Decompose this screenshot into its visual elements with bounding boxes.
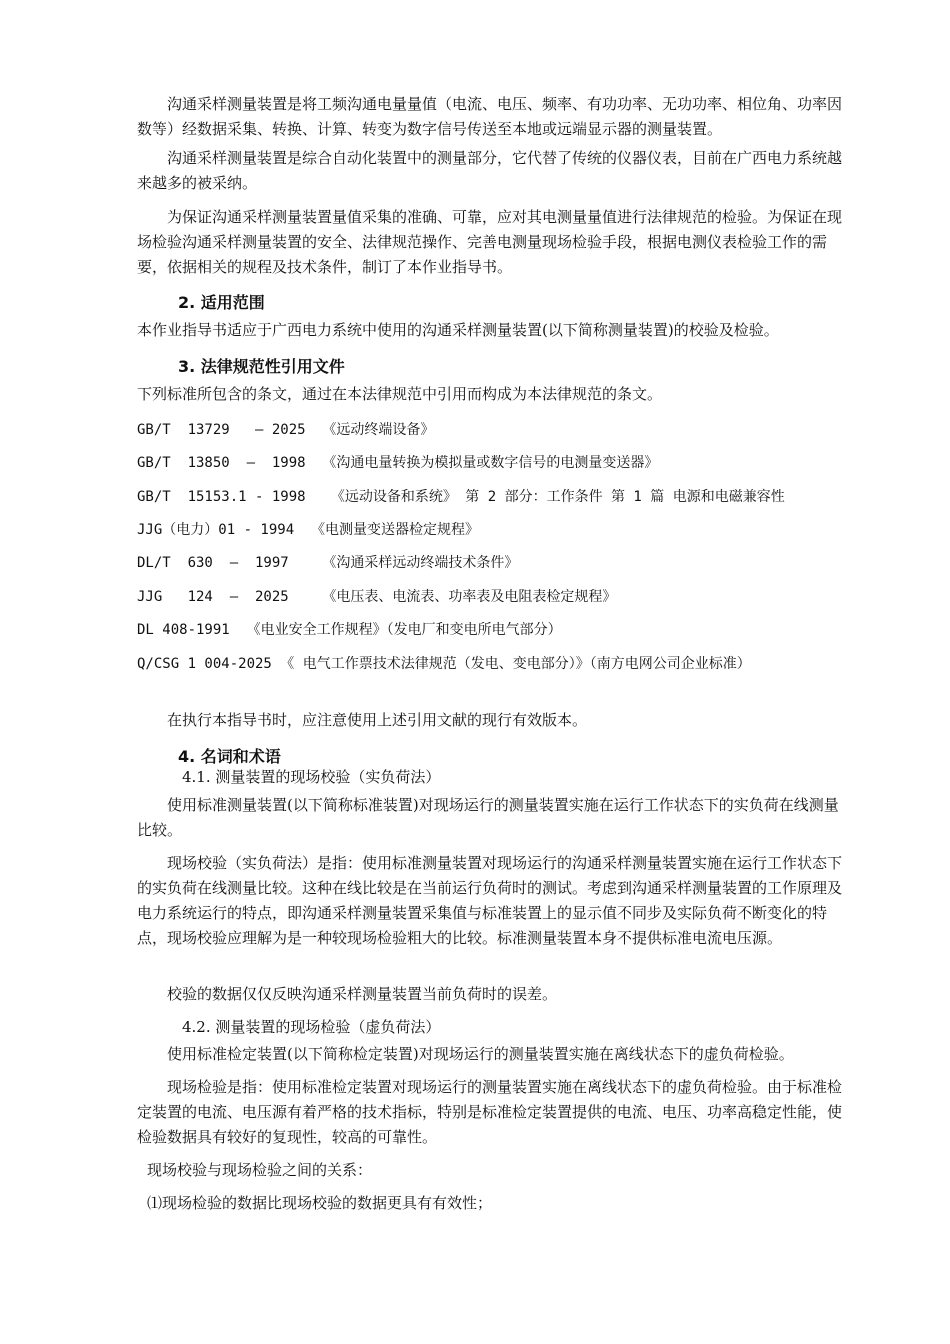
intro-paragraph-1: 沟通采样测量装置是将工频沟通电量量值（电流、电压、频率、有功功率、无功功率、相位角、功率因数等）经数据采集、转换、计算、转变为数字信号传送至本地或远端显示器的测量装置。 [137,95,843,138]
subsection-4-1-paragraph-2: 现场校验（实负荷法）是指：使用标准测量装置对现场运行的沟通采样测量装置实施在运行工作状态下的实负荷在线测量比较。这种在线比较是在当前运行负荷时的测试。考虑到沟通采样测量装置的工作原理及电力系统运行的特点，即沟通采样测量装置采集值与标准装置上的显示值不同步及实际负荷不断变化的特点，现场校验应理解为是一种较现场检验粗大的比较。标准测量装置本身不提供标准电流电压源。 [137,854,843,947]
reference-item: DL/T 630 – 1997 《沟通采样远动终端技术条件》 [137,555,519,571]
section-2-text: 本作业指导书适应于广西电力系统中使用的沟通采样测量装置(以下简称测量装置)的校验及检验。 [137,321,779,339]
section-3-heading: 3. 法律规范性引用文件 [178,357,345,376]
subsection-4-1-heading: 4.1. 测量装置的现场校验（实负荷法） [182,768,441,786]
reference-item: Q/CSG 1 004-2025 《 电气工作票技术法律规范（发电、变电部分）》（南方电网公司企业标准） [137,656,751,672]
relation-item-1: ⑴现场检验的数据比现场校验的数据更具有有效性； [147,1194,493,1212]
section-4-heading: 4. 名词和术语 [178,747,281,766]
section-3-intro: 下列标准所包含的条文，通过在本法律规范中引用而构成为本法律规范的条文。 [137,385,663,403]
reference-item: DL 408-1991 《电业安全工作规程》（发电厂和变电所电气部分） [137,622,562,638]
reference-item: GB/T 13729 – 2025 《远动终端设备》 [137,422,435,438]
subsection-4-2-paragraph-1: 使用标准检定装置(以下简称检定装置)对现场运行的测量装置实施在离线状态下的虚负荷检验。 [167,1045,794,1063]
section-3-note: 在执行本指导书时，应注意使用上述引用文献的现行有效版本。 [167,711,588,729]
subsection-4-1-paragraph-3: 校验的数据仅仅反映沟通采样测量装置当前负荷时的误差。 [167,985,558,1003]
reference-item: GB/T 13850 – 1998 《沟通电量转换为模拟量或数字信号的电测量变送器》 [137,455,659,471]
section-2-heading: 2. 适用范围 [178,293,265,312]
subsection-4-1-paragraph-1: 使用标准测量装置(以下简称标准装置)对现场运行的测量装置实施在运行工作状态下的实负荷在线测量比较。 [137,796,839,839]
relation-title: 现场校验与现场检验之间的关系： [147,1161,373,1179]
reference-item: GB/T 15153.1 - 1998 《远动设备和系统》 第 2 部分：工作条件 第 1 篇 电源和电磁兼容性 [137,489,785,505]
subsection-4-2-paragraph-2: 现场检验是指：使用标准检定装置对现场运行的测量装置实施在离线状态下的虚负荷检验。由于标准检定装置的电流、电压源有着严格的技术指标，特别是标准检定装置提供的电流、电压、功率高稳定性能，使检验数据具有较好的复现性，较高的可靠性。 [137,1078,843,1146]
reference-item: JJG 124 – 2025 《电压表、电流表、功率表及电阻表检定规程》 [137,589,617,605]
intro-paragraph-3: 为保证沟通采样测量装置量值采集的准确、可靠，应对其电测量量值进行法律规范的检验。为保证在现场检验沟通采样测量装置的安全、法律规范操作、完善电测量现场检验手段，根据电测仪表检验工作的需要，依据相关的规程及技术条件，制订了本作业指导书。 [137,208,843,276]
subsection-4-2-heading: 4.2. 测量装置的现场检验（虚负荷法） [182,1018,441,1036]
intro-paragraph-2: 沟通采样测量装置是综合自动化装置中的测量部分，它代替了传统的仪器仪表，目前在广西电力系统越来越多的被采纳。 [137,149,843,192]
reference-item: JJG（电力）01 - 1994 《电测量变送器检定规程》 [137,522,480,538]
